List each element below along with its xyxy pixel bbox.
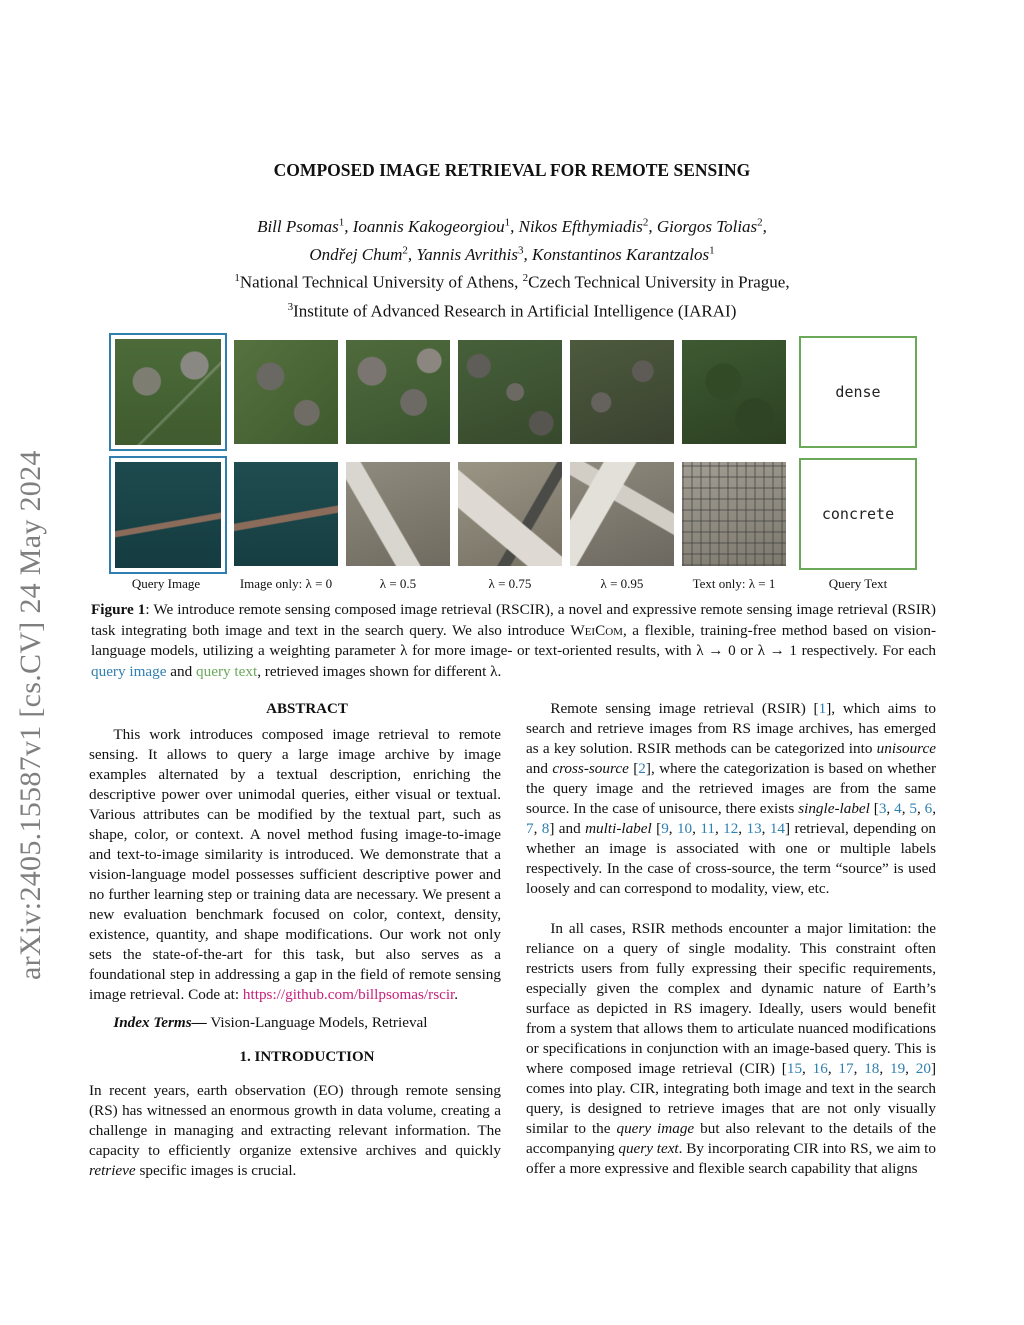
paper-title: COMPOSED IMAGE RETRIEVAL FOR REMOTE SENSING xyxy=(273,160,751,180)
citation[interactable]: 2 xyxy=(638,760,646,777)
citation[interactable]: 11 xyxy=(700,820,715,837)
citation[interactable]: 8 xyxy=(541,820,550,837)
figure-column-label: Query Image xyxy=(131,576,201,591)
left-column xyxy=(89,699,501,1181)
figure-column-label: Query Text xyxy=(828,576,888,591)
author: Nikos Efthymiadis$^2$, xyxy=(518,216,657,236)
figure-column-label: λ = 0.5 xyxy=(379,576,417,591)
abstract-text: This work introduces composed image retrieval to remote sensing. It allows to query a large image archive by image examples alternated by a textual description, enriching the descriptive power over unimodal queries, either visual or textual. Various attributes can be modified by the textual part, such as shape, color, or context. A novel method fusing image-to-image and text-to-image similarity is introduced. We demonstrate that a vision-language model possesses sufficient descriptive power and no further learning step or training data are necessary. We present a new evaluation benchmark focused on color, context, density, existence, quantity, and shape modifications. Our work not only sets the state-of-the-art for this task, but also serves as a foundational step in addressing a gap in the field of remote sensing image retrieval. Code at: https://github.com/billpsomas/rscir. xyxy=(89,726,501,1003)
author: Konstantinos Karantzalos$^1$ xyxy=(531,244,715,265)
query-image-1 xyxy=(109,333,227,451)
author: Ioannis Kakogeorgiou$^1$, xyxy=(352,216,519,236)
citation[interactable]: 13 xyxy=(746,820,762,837)
abstract-heading: ABSTRACT xyxy=(266,701,348,717)
author: Bill Psomas$^1$, xyxy=(257,216,353,236)
affiliation-list: $^1$National Technical University of Athens, $^2$Czech Technical University in Prague, $^3$Institute of Advanced Research in Artificial Intelligence (IARAI) xyxy=(234,272,790,321)
affiliation: National Technical University of Athens, xyxy=(239,272,523,292)
affiliation: Institute of Advanced Research in Artificial Intelligence (IARAI) xyxy=(293,301,737,321)
retrieved-image xyxy=(570,462,674,566)
section-heading-introduction: 1. INTRODUCTION xyxy=(239,1049,375,1065)
body-paragraph: Remote sensing image retrieval (RSIR) [1], which aims to search and retrieve images from RS image archives, has emerged as a key solution. RSIR methods can be categorized into unisource and cross-source [2], where the categorization is based on whether the query image and the retrieved images are from the same source. In the case of unisource, there exists single-label [3, 4, 5, 6, 7, 8] and multi-label [9, 10, 11, 12, 13, 14] retrieval, depending on whether an image is associated with one or multiple labels respectively. In the case of cross-source, the term “source” is used loosely and can correspond to modality, view, etc. xyxy=(526,700,937,897)
index-terms: Index Terms— Vision-Language Models, Retrieval xyxy=(113,1014,428,1031)
citation[interactable]: 20 xyxy=(915,1060,931,1077)
retrieved-image xyxy=(458,340,562,444)
author-list xyxy=(0,210,1024,267)
citation[interactable]: 5 xyxy=(909,800,917,817)
figure-column-label: λ = 0.95 xyxy=(600,576,644,591)
affiliation: Czech Technical University in Prague, xyxy=(528,272,790,292)
citation[interactable]: 15 xyxy=(786,1060,803,1077)
retrieved-image xyxy=(346,462,450,566)
citation[interactable]: 1 xyxy=(818,700,827,717)
code-link[interactable]: https://github.com/billpsomas/rscir xyxy=(242,986,455,1003)
citation[interactable]: 6 xyxy=(924,800,933,817)
citation[interactable]: 7 xyxy=(526,820,534,837)
retrieved-image xyxy=(682,340,786,444)
intro-paragraph: In recent years, earth observation (EO) through remote sensing (RS) has witnessed an enormous growth in data volume, creating a challenge in managing and extracting relevant information. The capacity to efficiently organize extensive archives and quickly retrieve specific images is crucial. xyxy=(89,1082,501,1179)
author: Giorgos Tolias$^2$, xyxy=(656,216,767,236)
citation[interactable]: 9 xyxy=(661,820,669,837)
query-text-box-2: concrete xyxy=(799,458,917,570)
query-image-2 xyxy=(109,456,227,574)
figure-column-label: Image only: λ = 0 xyxy=(239,576,333,591)
figure-column-label: Text only: λ = 1 xyxy=(692,576,776,591)
citation[interactable]: 19 xyxy=(889,1060,906,1077)
figure-column-label: λ = 0.75 xyxy=(488,576,532,591)
author: Ondřej Chum$^2$, xyxy=(309,244,417,265)
retrieved-image xyxy=(234,340,338,444)
citation[interactable]: 3 xyxy=(878,800,887,817)
retrieved-image xyxy=(346,340,450,444)
citation[interactable]: 14 xyxy=(769,820,786,837)
citation[interactable]: 17 xyxy=(838,1060,854,1077)
citation[interactable]: 10 xyxy=(676,820,693,837)
retrieved-image xyxy=(570,340,674,444)
retrieved-image xyxy=(234,462,338,566)
citation[interactable]: 16 xyxy=(812,1060,828,1077)
retrieved-image xyxy=(682,462,786,566)
figure-caption: Figure 1: We introduce remote sensing composed image retrieval (RSCIR), a novel and expressive remote sensing image retrieval (RSIR) task integrating both image and text in the search query. We also introduce WeiCom, a flexible, training-free method based on vision-language models, utilizing a weighting parameter λ for more image- or text-oriented results, with λ → 0 or λ → 1 respectively. For each query image and query text, retrieved images shown for different λ. xyxy=(91,601,937,680)
query-text-box-1: dense xyxy=(799,336,917,448)
author: Yannis Avrithis$^3$, xyxy=(416,244,532,265)
right-column xyxy=(526,699,936,1179)
retrieved-image xyxy=(458,462,562,566)
citation[interactable]: 18 xyxy=(864,1060,880,1077)
citation[interactable]: 12 xyxy=(723,820,739,837)
arxiv-identifier: arXiv:2405.15587v1 [cs.CV] 24 May 2024 xyxy=(14,450,47,980)
body-paragraph: In all cases, RSIR methods encounter a major limitation: the reliance on a query of single modality. This constraint often restricts users from fully expressing their specific requirements, especially given the complex and dynamic nature of Earth’s surface as depicted in RS imagery. Ideally, users would benefit from a system that allows them to articulate nuanced modifications or specifications in conjunction with an image-based query. This is where composed image retrieval (CIR) [15, 16, 17, 18, 19, 20] comes into play. CIR, integrating both image and text in the search query, is designed to retrieve images that are not only visually similar to the query image but also relevant to the details of the accompanying query text. By incorporating CIR into RS, we aim to offer a more expressive and flexible search capability that aligns xyxy=(526,920,937,1177)
citation[interactable]: 4 xyxy=(894,800,902,817)
